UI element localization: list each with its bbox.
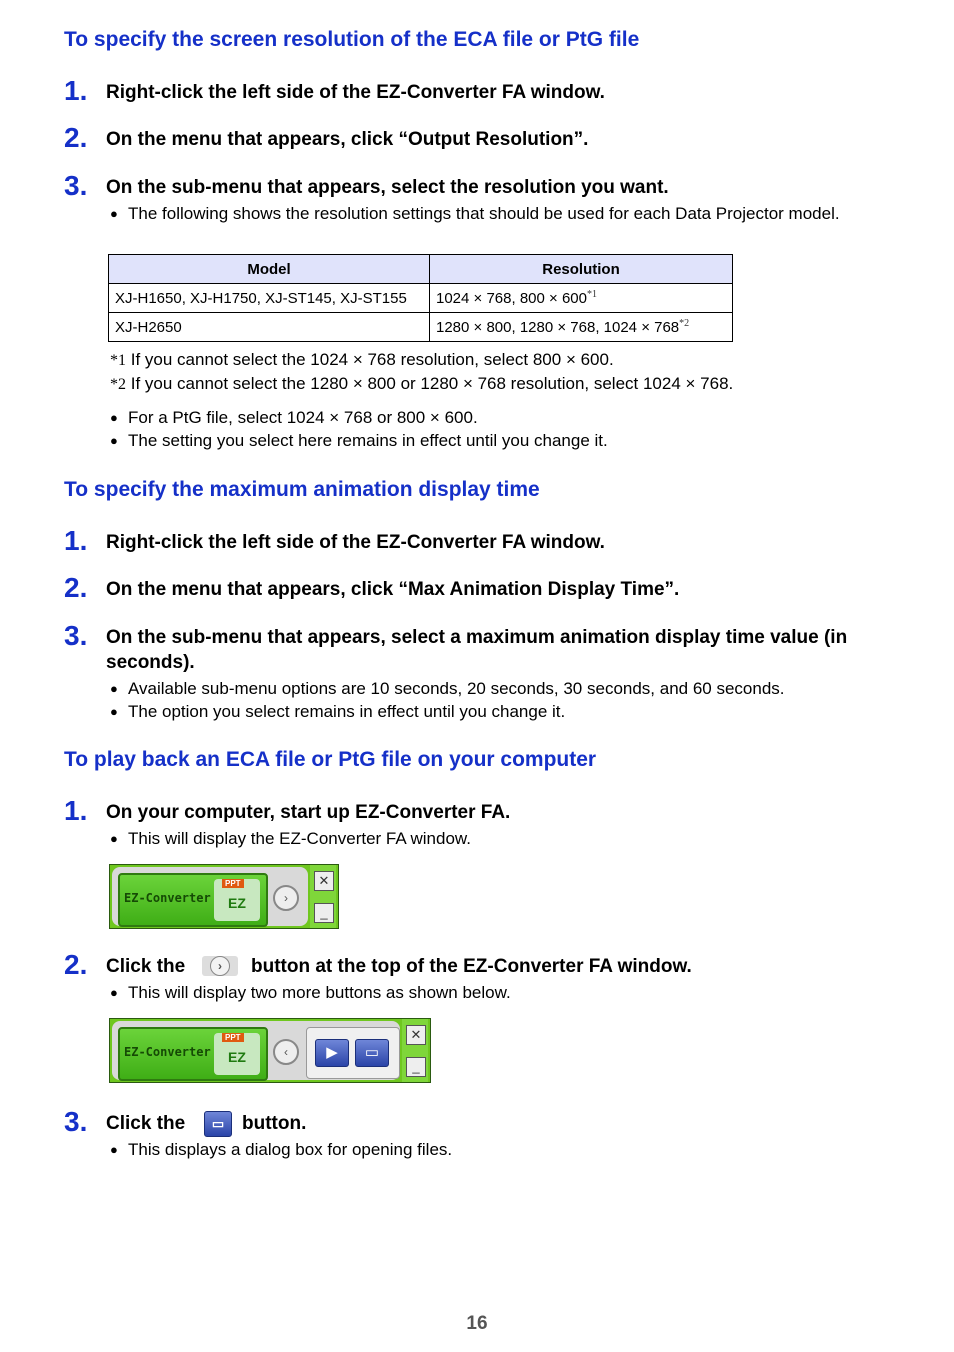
chevron-right-icon[interactable]: › (273, 885, 299, 911)
table-header-model: Model (109, 255, 430, 284)
minimize-icon[interactable]: _ (406, 1057, 426, 1077)
bullet-item: ● The setting you select here remains in effect until you change it. (110, 431, 608, 451)
step-text: Right-click the left side of the EZ-Converter FA window. (106, 82, 605, 103)
step-number: 1. (64, 525, 88, 556)
ppt-badge: PPT (222, 1033, 244, 1042)
ez-converter-window-collapsed (109, 864, 339, 929)
table-cell-resolution (430, 313, 733, 342)
ez-logo-text: EZ (228, 895, 246, 911)
table-cell-resolution (430, 284, 733, 313)
step-text: On the menu that appears, click “Max Animation Display Time”. (106, 579, 680, 600)
window-controls (310, 865, 336, 928)
step-number: 2. (64, 949, 88, 980)
ez-converter-tile[interactable] (118, 1027, 268, 1081)
ez-converter-window-expanded (109, 1018, 431, 1083)
ppt-ez-logo-icon (214, 879, 260, 921)
table-cell-model: XJ-H1650, XJ-H1750, XJ-ST145, XJ-ST155 (109, 284, 430, 313)
step-number: 2. (64, 572, 88, 603)
folder-icon: ▭ (204, 1111, 232, 1137)
footnote-ref: *1 (586, 289, 597, 300)
footnote-text: If you cannot select the 1280 × 800 or 1280 × 768 resolution, select 1024 × 768. (130, 374, 734, 393)
step-text (106, 1111, 307, 1136)
bullet-item: ● This displays a dialog box for opening files. (110, 1140, 452, 1160)
play-icon[interactable]: ▶ (315, 1039, 349, 1067)
resolution-table (108, 254, 733, 342)
bullet-item: ● The option you select remains in effect until you change it. (110, 702, 565, 722)
step-number: 2. (64, 122, 88, 153)
step-text: Right-click the left side of the EZ-Converter FA window. (106, 532, 605, 553)
ez-converter-label: EZ-Converter (124, 891, 211, 905)
step-text: On your computer, start up EZ-Converter FA. (106, 802, 511, 823)
step-text-before: Click the (106, 956, 186, 977)
chevron-right-icon (202, 956, 238, 976)
ez-converter-label: EZ-Converter (124, 1045, 211, 1059)
bullet-item: ● This will display two more buttons as shown below. (110, 983, 511, 1003)
section-heading-animation: To specify the maximum animation display time (64, 478, 540, 501)
table-header-resolution: Resolution (430, 255, 733, 284)
step-number: 1. (64, 75, 88, 106)
step-text (106, 954, 692, 979)
step-number: 3. (64, 170, 88, 201)
ppt-ez-logo-icon (214, 1033, 260, 1075)
ez-converter-tile[interactable] (118, 873, 268, 927)
chevron-glyph: › (210, 956, 230, 976)
page-number: 16 (466, 1313, 488, 1334)
bullet-item: ● The following shows the resolution settings that should be used for each Data Projector model. (110, 204, 848, 224)
chevron-left-icon[interactable]: ‹ (273, 1039, 299, 1065)
window-controls (402, 1019, 428, 1082)
step-text-after: button. (242, 1113, 307, 1134)
action-buttons (306, 1027, 400, 1079)
ppt-badge: PPT (222, 879, 244, 888)
step-number: 1. (64, 795, 88, 826)
table-row (109, 313, 733, 342)
step-text: On the menu that appears, click “Output Resolution”. (106, 129, 589, 150)
step-number: 3. (64, 1106, 88, 1137)
folder-icon[interactable]: ▭ (355, 1039, 389, 1067)
section-heading-resolution: To specify the screen resolution of the ECA file or PtG file (64, 28, 640, 51)
table-cell-model: XJ-H2650 (109, 313, 430, 342)
step-number: 3. (64, 620, 88, 651)
footnote (110, 374, 733, 394)
resolution-value: 1280 × 800, 1280 × 768, 1024 × 768 (436, 319, 680, 336)
step-text-before: Click the (106, 1113, 186, 1134)
footnote (110, 350, 614, 370)
window-body (112, 1021, 400, 1080)
footnote-ref: *2 (679, 318, 690, 329)
step-text: On the sub-menu that appears, select a maximum animation display time value (in seconds). (106, 627, 848, 673)
close-icon[interactable]: ✕ (314, 871, 334, 891)
bullet-item: ● For a PtG file, select 1024 × 768 or 800 × 600. (110, 408, 478, 428)
footnote-text: If you cannot select the 1024 × 768 resolution, select 800 × 600. (130, 350, 614, 369)
bullet-item: ● This will display the EZ-Converter FA window. (110, 829, 471, 849)
close-icon[interactable]: ✕ (406, 1025, 426, 1045)
ez-logo-text: EZ (228, 1049, 246, 1065)
footnote-mark: *1 (110, 352, 126, 369)
step-text-after: button at the top of the EZ-Converter FA window. (251, 956, 692, 977)
window-body (112, 867, 308, 926)
minimize-icon[interactable]: _ (314, 903, 334, 923)
step-text: On the sub-menu that appears, select the resolution you want. (106, 177, 669, 198)
bullet-item: ● Available sub-menu options are 10 seconds, 20 seconds, 30 seconds, and 60 seconds. (110, 679, 785, 699)
table-row (109, 284, 733, 313)
footnote-mark: *2 (110, 376, 126, 393)
section-heading-playback: To play back an ECA file or PtG file on your computer (64, 748, 597, 771)
resolution-value: 1024 × 768, 800 × 600 (436, 290, 587, 307)
